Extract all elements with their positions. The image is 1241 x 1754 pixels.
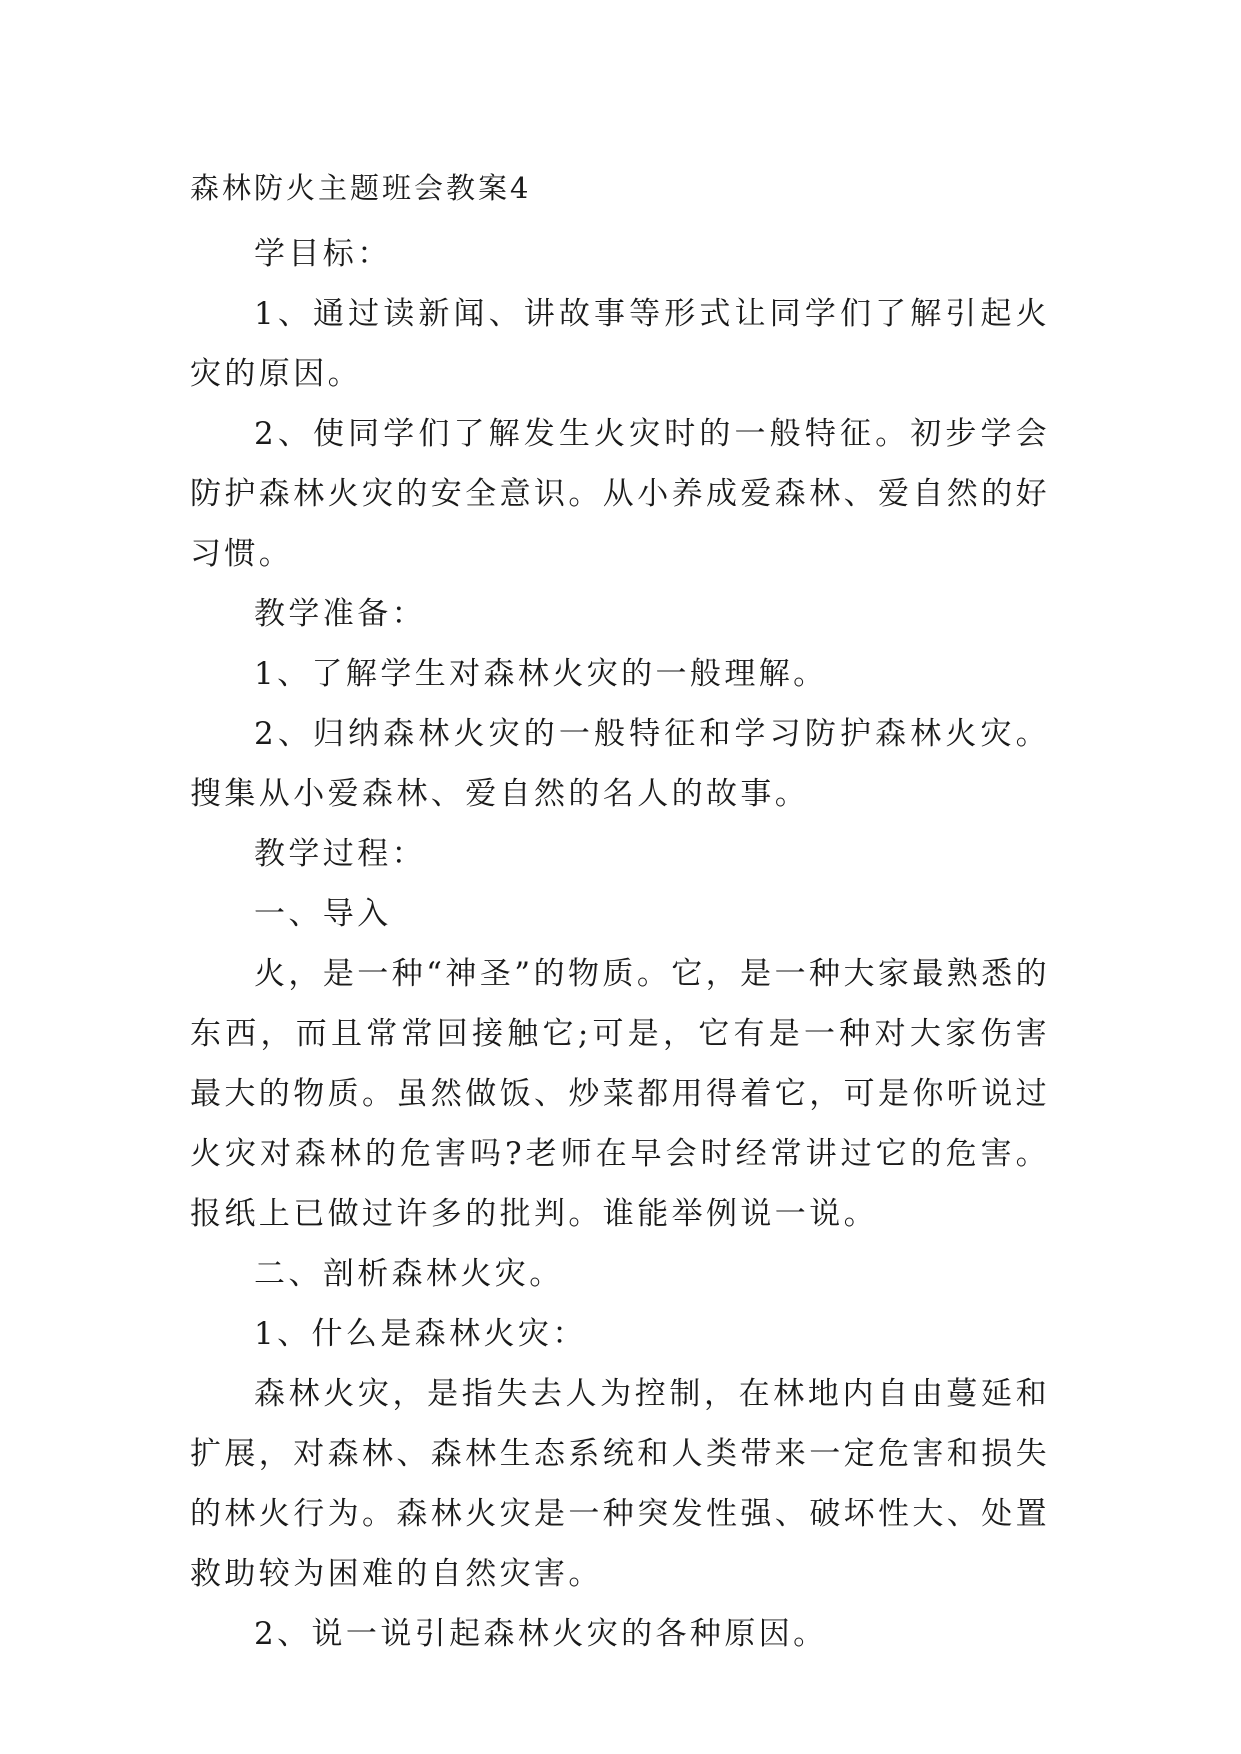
paragraph-section-intro-heading: 一、导入 xyxy=(254,896,392,932)
paragraph-objectives-heading: 学目标： xyxy=(254,236,392,272)
document-title: 森林防火主题班会教案4 xyxy=(190,171,532,205)
paragraph-preparation-heading: 教学准备： xyxy=(254,596,426,632)
paragraph-analysis-2: 2、说一说引起森林火灾的各种原因。 xyxy=(254,1616,828,1652)
paragraph-objective-2: 2、使同学们了解发生火灾时的一般特征。初步学会防护森林火灾的安全意识。从小养成爱森林、爱自然的好习惯。 xyxy=(190,416,1050,572)
paragraph-section-analysis-heading: 二、剖析森林火灾。 xyxy=(254,1256,564,1292)
document-page xyxy=(190,160,1050,1664)
paragraph-analysis-1-body: 森林火灾，是指失去人为控制，在林地内自由蔓延和扩展，对森林、森林生态系统和人类带来一定危害和损失的林火行为。森林火灾是一种突发性强、破坏性大、处置救助较为困难的自然灾害。 xyxy=(190,1376,1050,1592)
paragraph-preparation-1: 1、了解学生对森林火灾的一般理解。 xyxy=(254,656,828,692)
paragraph-analysis-1-heading: 1、什么是森林火灾： xyxy=(254,1316,587,1352)
paragraph-objective-1: 1、通过读新闻、讲故事等形式让同学们了解引起火灾的原因。 xyxy=(190,296,1050,392)
paragraph-process-heading: 教学过程： xyxy=(254,836,426,872)
paragraph-preparation-2: 2、归纳森林火灾的一般特征和学习防护森林火灾。搜集从小爱森林、爱自然的名人的故事。 xyxy=(190,716,1050,812)
paragraph-intro-body: 火，是一种“神圣”的物质。它，是一种大家最熟悉的东西，而且常常回接触它;可是，它有是一种对大家伤害最大的物质。虽然做饭、炒菜都用得着它，可是你听说过火灾对森林的危害吗?老师在早会时经常讲过它的危害。报纸上已做过许多的批判。谁能举例说一说。 xyxy=(190,956,1050,1232)
